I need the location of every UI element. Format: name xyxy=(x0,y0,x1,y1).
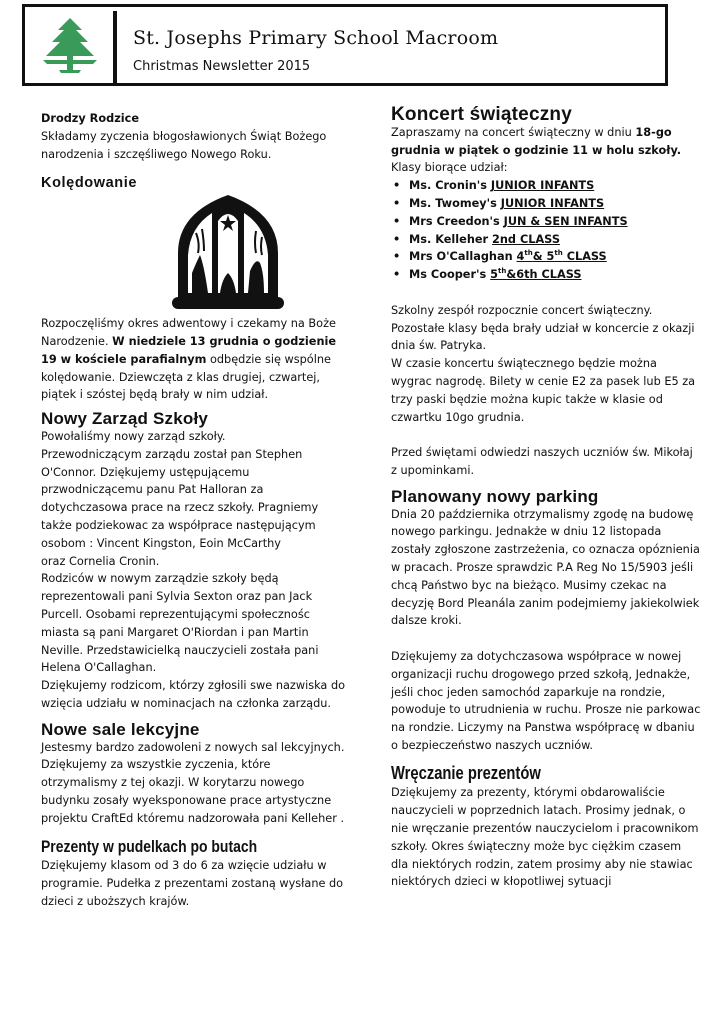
koncert-heading: Koncert świąteczny xyxy=(391,104,572,125)
class-list xyxy=(391,177,701,284)
prezenty-heading: Prezenty w pudelkach po butach xyxy=(41,836,258,856)
newsletter-subtitle: Christmas Newsletter 2015 xyxy=(133,59,311,74)
list-item: • Ms. Twomey's JUNIOR INFANTS xyxy=(391,195,701,213)
sale-heading: Nowe sale lekcyjne xyxy=(41,719,200,739)
list-item: • Mrs Creedon's JUN & SEN INFANTS xyxy=(391,213,701,231)
greeting-text: Składamy zyczenia błogosławionych Świąt Bożego narodzenia i szczęśliwego Nowego Roku. xyxy=(41,129,327,161)
greeting: Drodzy Rodzice xyxy=(41,112,140,125)
parking-text: Dnia 20 października otrzymalismy zgodę na budowę nowego parkingu. Jednakże w dniu 12 listopada zostały zgłoszone zastrzeżenia, co oznacza opóznienia w pracach. Prosze sprawdzic P.A Reg No 15/5903 jeśli chcą Państwo byc na bieżąco. Musimy czekac na decyzję Bord Pleanála zanim podejmiemy jakiekolwiek dalsze kroki. xyxy=(391,507,700,628)
mikolaj-text: Przed świętami odwiedzi naszych uczniów św. Mikołaj z upominkami. xyxy=(391,446,693,477)
list-item: • Mrs O'Callaghan 4th& 5th CLASS xyxy=(391,248,701,266)
koncert-text: Szkolny zespół rozpocznie concert świąteczny. Pozostałe klasy będa brały udział w koncercie z okazji dnia św. Patryka. W czasie koncertu świątecznego będzie można wygrac nagrodę. Bilety w cenie E2 za pasek lub E5 za trzy paski będzie można kupic także w klasie od czwartku 10go grudnia. xyxy=(391,303,696,424)
christmas-tree-logo xyxy=(39,16,101,74)
newsletter-header xyxy=(22,4,668,86)
sale-text: Jestesmy bardzo zadowoleni z nowych sal lekcyjnych. Dziękujemy za wszystkie zyczenia, które otrzymalismy z tej okazji. W korytarzu nowego budynku zosały wyeksponowane prace artystyczne projektu CraftEd któremu nadzorowała pani Kelleher . xyxy=(41,740,345,825)
zarzad-heading: Nowy Zarząd Szkoły xyxy=(41,409,209,429)
list-item: • Ms Cooper's 5th&6th CLASS xyxy=(391,266,701,284)
koledowanie-heading: Kolędowanie xyxy=(41,175,138,192)
list-item: • Ms. Kelleher 2nd CLASS xyxy=(391,231,701,249)
zarzad-text: Powołaliśmy nowy zarząd szkoły. Przewodniczącym zarządu został pan Stephen O'Connor. Dziękujemy ustępującemu przwodniczącemu panu Pat Halloran za dotychczasowa prace na rzecz szkoły. Pragniemy także podziekowac za współprace następującym osobom : Vincent Kingston, Eoin McCarthy oraz Cornelia Cronin. Rodziców w nowym zarządzie szkoły będą reprezentowali pani Sylvia Sexton oraz pan Jack Purcell. Osobami reprezentującymi społecznośc miasta są pani Margaret O'Riordan i pan Martin Neville. Przedstawicielką nauczycieli została pani Helena O'Callaghan. Dziękujemy rodzicom, którzy zgłosili swe nazwiska do wzięcia udziału w nominacjach na członka zarządu. xyxy=(41,429,346,710)
wreczanie-text: Dziękujemy za prezenty, którymi obdarowaliście nauczycieli w poprzednich latach. Prosimy jednak, o nie wręczanie prezentów nauczycielom i pracownikom szkoły. Okres świąteczny może byc ciężkim czasem dla niektórych rodzin, zatem prosimy aby nie stawiac niektórych dzieci w kłopotliwej sytuacji xyxy=(391,786,699,889)
koncert-intro: Zapraszamy na concert świąteczny w dniu 18-go grudnia w piątek o godzinie 11 w holu szkoły. xyxy=(391,125,682,157)
list-item: • Ms. Cronin's JUNIOR INFANTS xyxy=(391,177,701,195)
wreczanie-heading: Wręczanie prezentów xyxy=(391,762,541,783)
koledowanie-text: Rozpoczęliśmy okres adwentowy i czekamy na Boże Narodzenie. W niedziele 13 grudnia o godzienie 19 w kościele parafialnym odbędzie się wspólne kolędowanie. Dziewczęta z klas drugiej, czwartej, piątek i szóstej będą brały w nim udział. xyxy=(41,317,337,402)
school-title: St. Josephs Primary School Macroom xyxy=(133,27,499,49)
prezenty-text: Dziękujemy klasom od 3 do 6 za wzięcie udziału w programie. Pudełka z prezentami zostaną wysłane do dzieci z uboższych krajów. xyxy=(41,859,344,908)
parking-heading: Planowany nowy parking xyxy=(391,486,599,506)
koncert-classes-label: Klasy biorące udział: xyxy=(391,161,508,175)
ruch-text: Dziękujemy za dotychczasowa współprace w nowej organizacji ruchu drogowego przed szkołą, Jednakże, jeśli choc jeden samochód zaparkuje na rondzie, powoduje to utrudnienia w ruchu. Prosze nie parkowac na rondzie. Liczymy na Panstwa współpracę w dbaniu o bezpieczeństwo naszych uczniów. xyxy=(391,649,701,752)
nativity-silhouette xyxy=(168,193,288,311)
right-column xyxy=(391,106,701,891)
header-divider xyxy=(113,11,117,83)
left-column xyxy=(41,110,346,911)
